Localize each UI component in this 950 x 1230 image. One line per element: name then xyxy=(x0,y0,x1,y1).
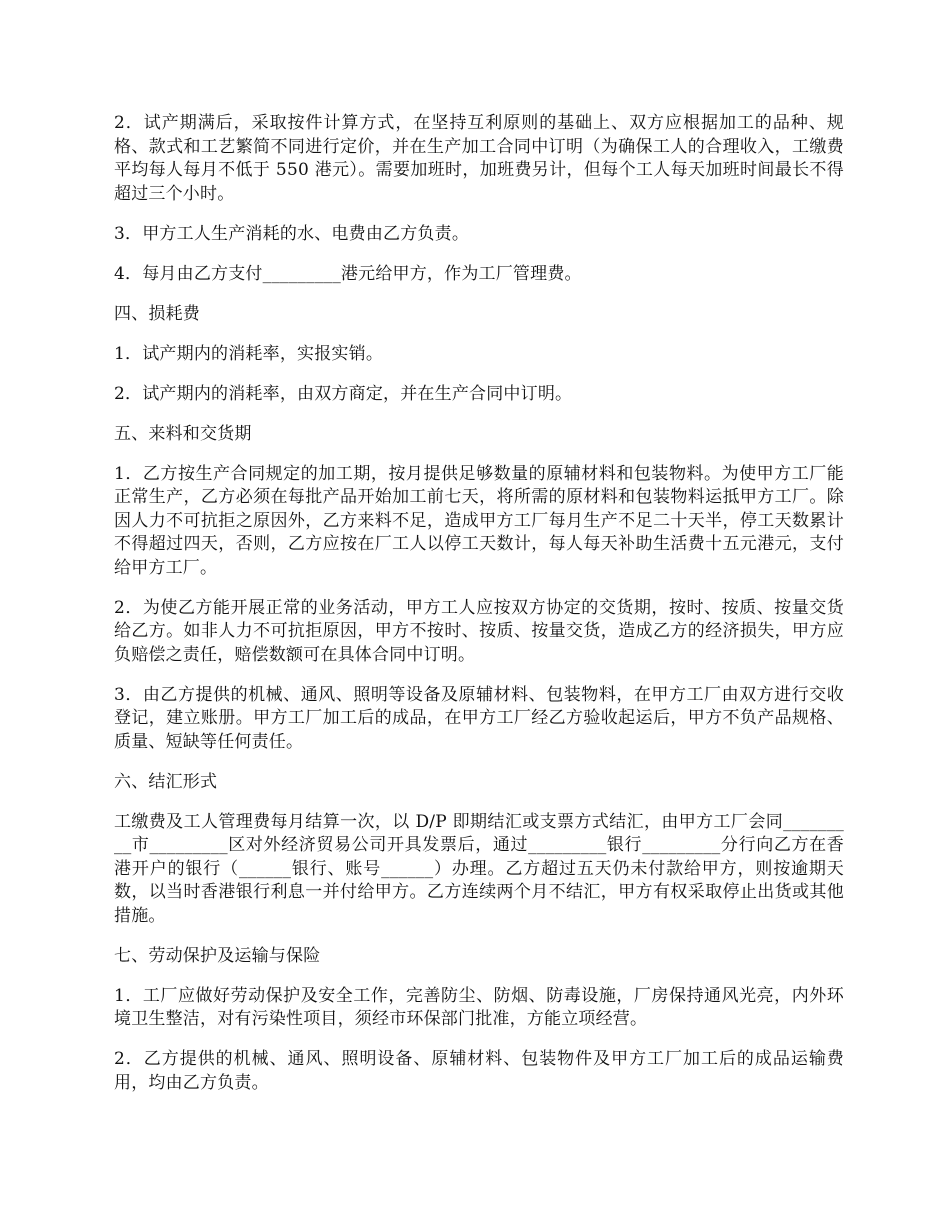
clause-5-3-equipment-registration: 3．由乙方提供的机械、通风、照明等设备及原辅材料、包装物料，在甲方工厂由双方进行交收登记，建立账册。甲方工厂加工后的成品，在甲方工厂经乙方验收起运后，甲方不负产品规格、质量、短缺等任何责任。 xyxy=(114,684,844,752)
clause-3-4-management-fee: 4．每月由乙方支付_________港元给甲方，作为工厂管理费。 xyxy=(114,263,582,284)
clause-5-2-delivery: 2．为使乙方能开展正常的业务活动，甲方工人应按双方协定的交货期，按时、按质、按量交货给乙方。如非人力不可抗拒原因，甲方不按时、按质、按量交货，造成乙方的经济损失，甲方应负赔偿之责任，赔偿数额可在具体合同中订明。 xyxy=(114,597,844,665)
section-heading-materials-delivery: 五、来料和交货期 xyxy=(114,423,252,444)
document-body xyxy=(114,112,844,1112)
section-heading-labor-protection: 七、劳动保护及运输与保险 xyxy=(114,945,321,966)
clause-7-1-labor-protection: 1．工厂应做好劳动保护及安全工作，完善防尘、防烟、防毒设施，厂房保持通风光亮，内外环境卫生整洁，对有污染性项目，须经市环保部门批准，方能立项经营。 xyxy=(114,985,844,1029)
clause-6-settlement: 工缴费及工人管理费每月结算一次，以 D/P 即期结汇或支票方式结汇，由甲方工厂会同_________市_________区对外经济贸易公司开具发票后，通过_________银行_________分行向乙方在香港开户的银行（______银行、账号______）办理。乙方超过五天仍未付款给甲方，则按逾期天数，以当时香港银行利息一并付给甲方。乙方连续两个月不结汇，甲方有权采取停止出货或其他措施。 xyxy=(114,811,844,926)
section-heading-wastage: 四、损耗费 xyxy=(114,303,200,324)
clause-7-2-transport-costs: 2．乙方提供的机械、通风、照明设备、原辅材料、包装物件及甲方工厂加工后的成品运输费用，均由乙方负责。 xyxy=(114,1049,844,1093)
section-heading-settlement: 六、结汇形式 xyxy=(114,771,218,792)
clause-4-2-negotiated-wastage: 2．试产期内的消耗率，由双方商定，并在生产合同中订明。 xyxy=(114,383,573,404)
clause-3-2-piece-rate: 2．试产期满后，采取按件计算方式，在坚持互利原则的基础上、双方应根据加工的品种、规格、款式和工艺繁简不同进行定价，并在生产加工合同中订明（为确保工人的合理收入，工缴费平均每人每月不低于 550 港元）。需要加班时，加班费另计，但每个工人每天加班时间最长不得超过三个小时。 xyxy=(114,113,844,204)
clause-4-1-trial-wastage: 1．试产期内的消耗率，实报实销。 xyxy=(114,343,384,364)
clause-5-1-materials-supply: 1．乙方按生产合同规定的加工期，按月提供足够数量的原辅材料和包装物料。为使甲方工厂能正常生产，乙方必须在每批产品开始加工前七天，将所需的原材料和包装物料运抵甲方工厂。除因人力不可抗拒之原因外，乙方来料不足，造成甲方工厂每月生产不足二十天半，停工天数累计不得超过四天，否则，乙方应按在厂工人以停工天数计，每人每天补助生活费十五元港元，支付给甲方工厂。 xyxy=(114,463,844,578)
clause-3-3-utilities: 3．甲方工人生产消耗的水、电费由乙方负责。 xyxy=(114,223,470,244)
